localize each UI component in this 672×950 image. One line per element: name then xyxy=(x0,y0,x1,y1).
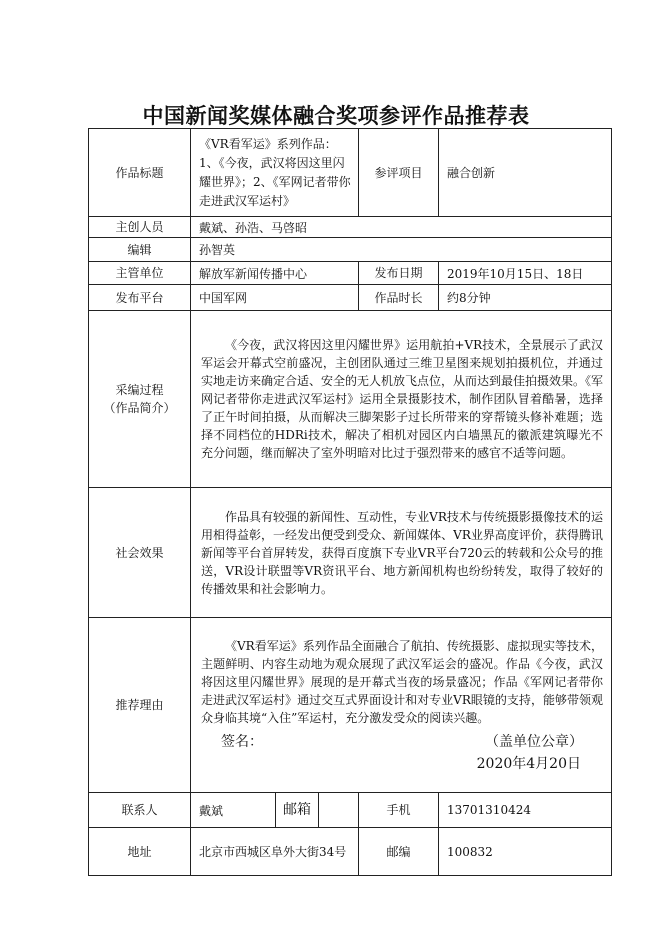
row-authority xyxy=(89,262,612,285)
effect-text-cell xyxy=(191,488,612,618)
process-label-line1: 采编过程 xyxy=(115,383,164,397)
row-work-title xyxy=(89,129,612,217)
work-title-value: 《VR看军运》系列作品： 1、《今夜，武汉将因这里闪耀世界》；2、《军网记者带你走进武汉军运村》 xyxy=(191,129,359,217)
duration-value: 约8分钟 xyxy=(439,285,612,311)
category-label: 参评项目 xyxy=(359,129,439,217)
process-text: 《今夜，武汉将因这里闪耀世界》运用航拍+VR技术，全景展示了武汉军运会开幕式空前盛况，主创团队通过三维卫星图来规划拍摄机位，并通过实地走访来确定合适、安全的无人机放飞点位，从而达到最佳拍摄效果。《军网记者带你走进武汉军运村》运用全景摄影技术，制作团队冒着酷暑，选择了正午时间拍摄，从而解决三脚架影子过长所带来的穿帮镜头修补难题；选择不同档位的HDRi技术，解决了相机对园区内白墙黑瓦的徽派建筑曝光不充分问题，继而解决了室外明暗对比过于强烈带来的感官不适等问题。 xyxy=(201,338,604,460)
effect-label: 社会效果 xyxy=(89,488,191,618)
row-process xyxy=(89,311,612,488)
process-label xyxy=(89,311,191,488)
reason-text: 《VR看军运》系列作品全面融合了航拍、传统摄影、虚拟现实等技术，主题鲜明、内容生动地为观众展现了武汉军运会的盛况。作品《今夜，武汉将因这里闪耀世界》展现的是开幕式当夜的场景盛况；作品《军网记者带你走进武汉军运村》通过交互式界面设计和对专业VR眼镜的支持，能够带领观众身临其境“入住”军运村，充分激发受众的阅读兴趣。 xyxy=(201,639,603,725)
postcode-label: 邮编 xyxy=(359,828,439,876)
effect-text: 作品具有较强的新闻性、互动性，专业VR技术与传统摄影摄像技术的运用相得益彰，一经发出便受到受众、新闻媒体、VR业界高度评价，获得腾讯新闻等平台首屏转发，获得百度旗下专业VR平台720云的转载和公众号的推送，VR设计联盟等VR资讯平台、地方新闻机构也纷纷转发，取得了较好的传播效果和社会影响力。 xyxy=(201,509,603,596)
signature-date: 2020年4月20日 xyxy=(476,756,581,772)
process-text-cell xyxy=(191,311,612,488)
creators-value: 戴斌、孙浩、马啓昭 xyxy=(191,217,612,238)
page-title: 中国新闻奖媒体融合奖项参评作品推荐表 xyxy=(142,103,530,128)
contact-label: 联系人 xyxy=(89,793,191,828)
postcode-value: 100832 xyxy=(439,828,612,876)
row-creators xyxy=(89,217,612,238)
address-label: 地址 xyxy=(89,828,191,876)
contact-value: 戴斌 xyxy=(191,793,276,828)
row-editor xyxy=(89,238,612,262)
recommendation-form-table xyxy=(88,128,612,876)
phone-label: 手机 xyxy=(359,793,439,828)
row-address xyxy=(89,828,612,876)
row-effect xyxy=(89,488,612,618)
row-platform xyxy=(89,285,612,311)
authority-value: 解放军新闻传播中心 xyxy=(191,262,359,285)
editor-label: 编辑 xyxy=(89,238,191,262)
editor-value: 孙智英 xyxy=(191,238,612,262)
reason-text-cell xyxy=(191,618,612,793)
duration-label: 作品时长 xyxy=(359,285,439,311)
row-contact xyxy=(89,793,612,828)
creators-label: 主创人员 xyxy=(89,217,191,238)
publish-date-label: 发布日期 xyxy=(359,262,439,285)
platform-value: 中国军网 xyxy=(191,285,359,311)
mailbox-value xyxy=(319,793,358,827)
work-title-label: 作品标题 xyxy=(89,129,191,217)
signature-label: 签名： xyxy=(221,734,263,750)
platform-label: 发布平台 xyxy=(89,285,191,311)
row-reason xyxy=(89,618,612,793)
stamp-label: （盖单位公章） xyxy=(485,734,583,750)
reason-label: 推荐理由 xyxy=(89,618,191,793)
mailbox-cell xyxy=(276,793,359,828)
category-value: 融合创新 xyxy=(439,129,612,217)
address-value: 北京市西城区阜外大街34号 xyxy=(191,828,359,876)
phone-value: 13701310424 xyxy=(439,793,612,828)
authority-label: 主管单位 xyxy=(89,262,191,285)
publish-date-value: 2019年10月15日、18日 xyxy=(439,262,612,285)
process-label-line2: （作品简介） xyxy=(103,401,176,415)
signature-line xyxy=(201,733,603,751)
mailbox-label: 邮箱 xyxy=(276,793,319,827)
